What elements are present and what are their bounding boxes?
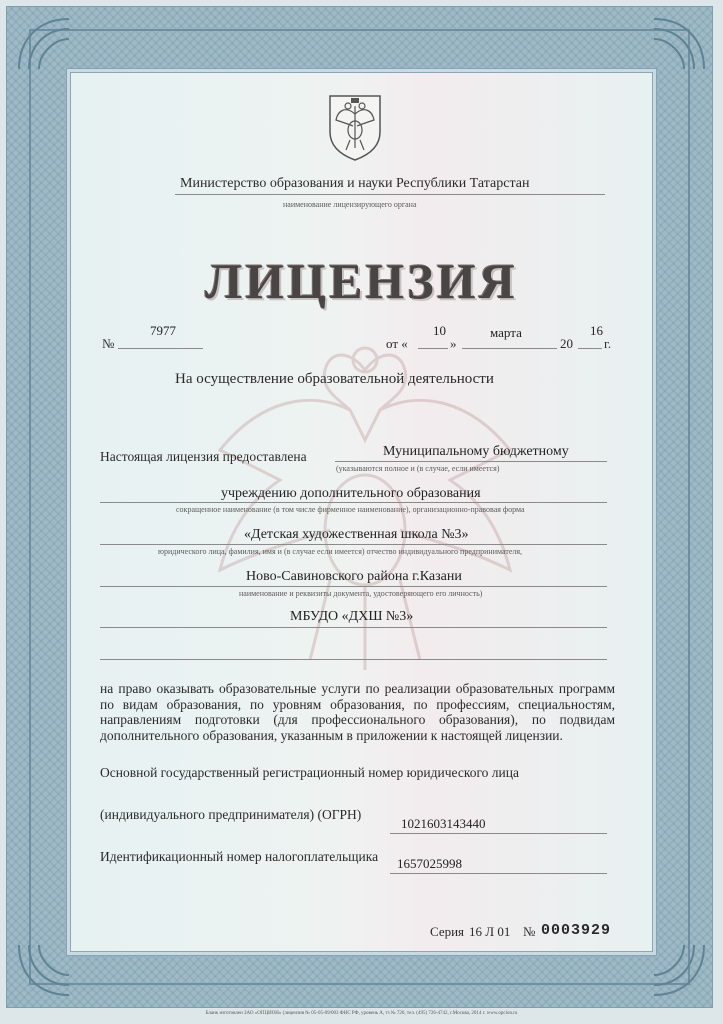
grantee-underline-3 — [100, 544, 607, 545]
date-from-label: от « — [386, 336, 408, 351]
grantee-underline-2 — [100, 502, 607, 503]
grantee-underline-5 — [100, 627, 607, 628]
grantee-caption-2: сокращенное наименование (в том числе фирменное наименование), организационно-правовая форма — [176, 505, 525, 514]
grantee-caption-4: наименование и реквизиты документа, удостоверяющего его личность) — [239, 589, 483, 598]
ogrn-underline — [390, 833, 607, 834]
series-label: Серия — [430, 924, 465, 939]
inn-value: 1657025998 — [397, 856, 462, 871]
number-prefix: № — [102, 336, 115, 351]
grantee-line-4: Ново-Савиновского района г.Казани — [246, 569, 462, 584]
rights-paragraph: на право оказывать образовательные услуги по реализации образовательных программ по видам образования, по уровням образования, по профессиям, специальностям, направлениям подготовки (для профессионального образования), по подвидам дополнительного образования, указанным в приложении к настоящей лицензии. — [100, 681, 615, 743]
grantee-underline-6 — [100, 659, 607, 660]
day-underline — [418, 348, 448, 349]
month-underline — [462, 348, 557, 349]
corner-ornament-icon — [14, 940, 74, 1000]
license-year: 16 — [590, 323, 603, 338]
ogrn-label-line-2: (индивидуального предпринимателя) (ОГРН) — [100, 807, 362, 822]
licensing-authority-name: Министерство образования и науки Республики Татарстан — [180, 176, 530, 191]
year-underline — [578, 348, 602, 349]
inn-underline — [390, 873, 607, 874]
russian-coat-of-arms-icon — [326, 92, 384, 162]
series-number-label: № — [523, 924, 536, 939]
license-purpose: На осуществление образовательной деятельности — [175, 371, 494, 387]
corner-ornament-icon — [649, 940, 709, 1000]
grantee-intro: Настоящая лицензия предоставлена — [100, 449, 307, 464]
year-prefix: 20 — [560, 336, 573, 351]
grantee-line-3: «Детская художественная школа №3» — [244, 527, 469, 542]
series-value: 16 Л 01 — [469, 924, 511, 939]
corner-ornament-icon — [14, 14, 74, 74]
grantee-short-name: МБУДО «ДХШ №3» — [290, 609, 414, 624]
authority-underline — [175, 194, 605, 195]
grantee-line-1: Муниципальному бюджетному — [383, 444, 569, 459]
grantee-line-2: учреждению дополнительного образования — [221, 486, 481, 501]
inn-label: Идентификационный номер налогоплательщика — [100, 849, 379, 864]
series-number: 0003929 — [541, 922, 612, 939]
corner-ornament-icon — [649, 14, 709, 74]
number-underline — [118, 348, 203, 349]
date-quote-close: » — [450, 336, 457, 351]
grantee-underline-1 — [335, 461, 607, 462]
document-title: ЛИЦЕНЗИЯ — [205, 253, 518, 309]
authority-caption: наименование лицензирующего органа — [283, 200, 417, 209]
grantee-caption-1: (указываются полное и (в случае, если имеется) — [336, 464, 500, 473]
license-number: 7977 — [150, 323, 176, 338]
year-suffix: г. — [604, 336, 612, 351]
grantee-underline-4 — [100, 586, 607, 587]
grantee-caption-3: юридического лица, фамилия, имя и (в случае если имеется) отчество индивидуального предпринимателя, — [158, 547, 523, 556]
license-month: марта — [490, 325, 522, 340]
ogrn-value: 1021603143440 — [401, 816, 486, 831]
license-day: 10 — [433, 323, 446, 338]
print-footer: Бланк изготовлен ЗАО «ОПЦИОН» (лицензия № 05-05-09/003 ФНС РФ, уровень А, тз № 720, тел. (495) 726-4742, г.Москва, 2014 г. www.opcion.ru — [205, 1011, 518, 1016]
ogrn-label-line-1: Основной государственный регистрационный номер юридического лица — [100, 765, 519, 780]
